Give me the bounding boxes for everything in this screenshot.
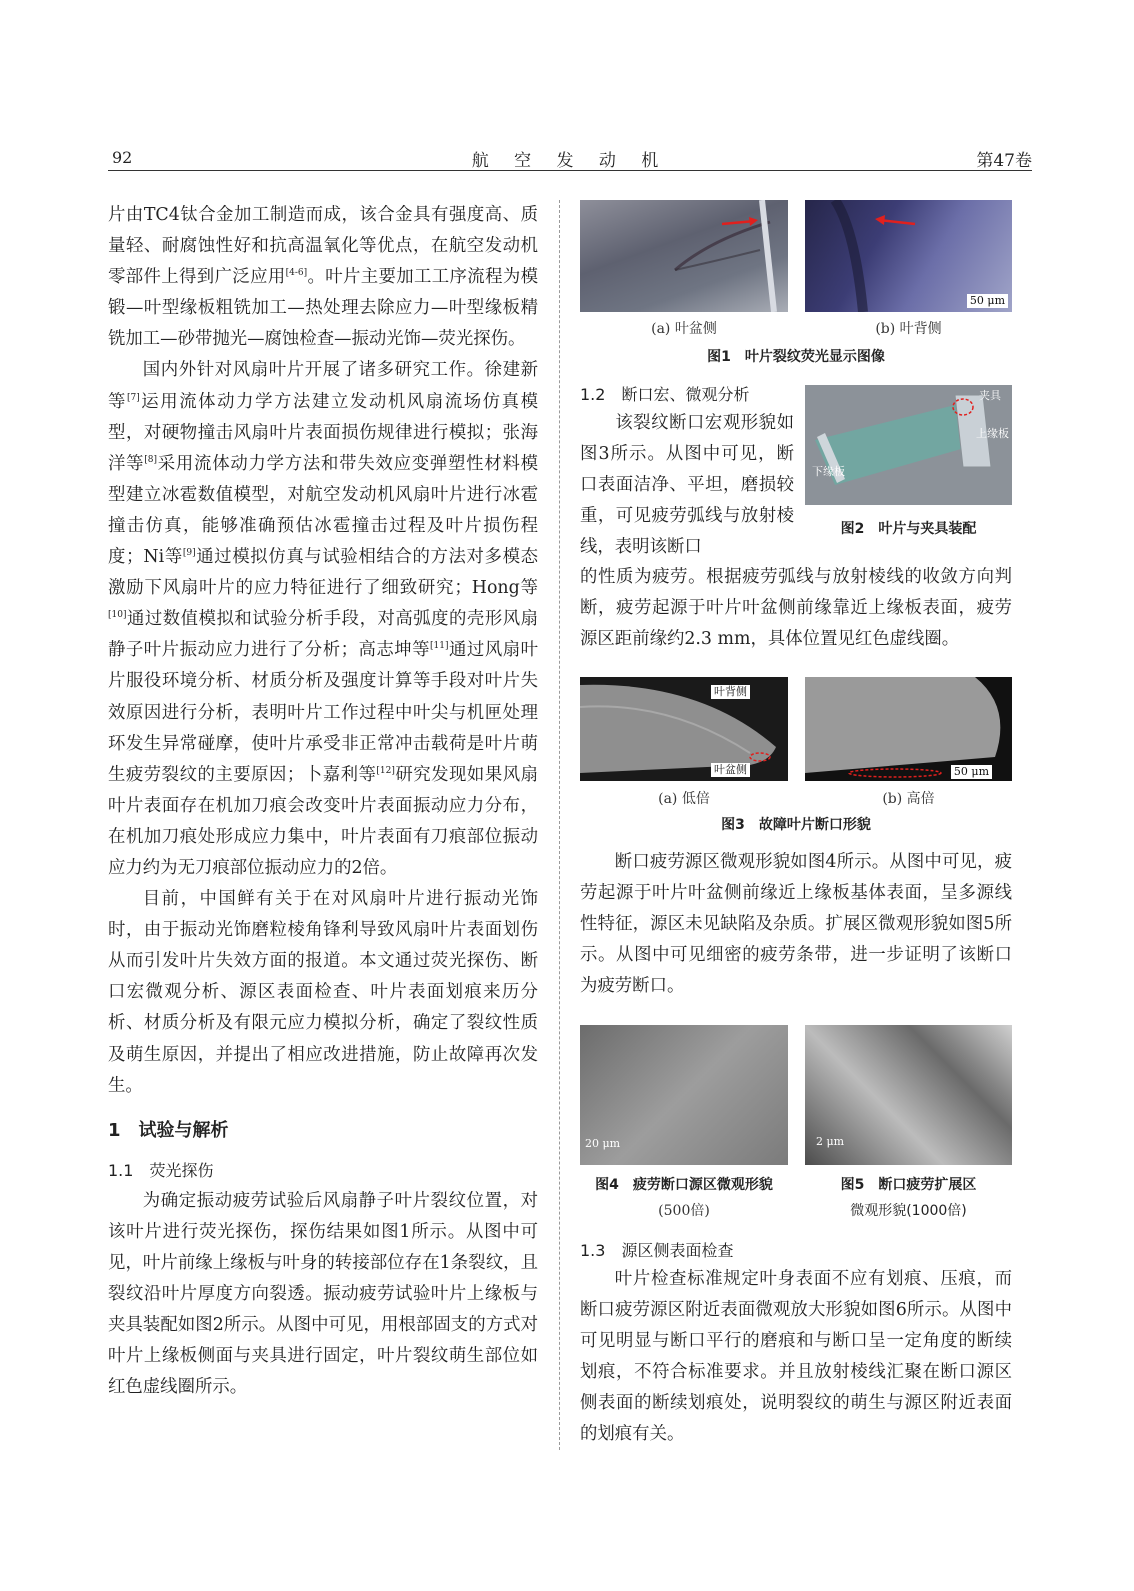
figure-1a-image [580, 200, 788, 312]
scale-bar-label: 50 μm [967, 294, 1008, 308]
left-column [108, 200, 538, 1403]
figure-caption-sub: (500倍) [658, 1203, 710, 1219]
subsection-heading: 1.1 荧光探伤 [108, 1160, 214, 1180]
label-upper-platform: 上缘板 [976, 427, 1009, 440]
label-lower-platform: 下缘板 [812, 465, 845, 478]
citation: [12] [376, 765, 395, 776]
paragraph: 的性质为疲劳。根据疲劳弧线与放射棱线的收敛方向判断，疲劳起源于叶片叶盆侧前缘靠近上缘板表面，疲劳源区距前缘约2.3 mm，具体位置见红色虚线圈。 [580, 567, 1012, 650]
subfigure-label: (a) 低倍 [658, 791, 710, 807]
figure-caption: 图2 叶片与夹具装配 [840, 521, 977, 537]
figure-1b-image [805, 200, 1012, 312]
figure-5-image [805, 1025, 1012, 1165]
figure-2-image [805, 385, 1012, 505]
citation: [9] [182, 548, 196, 559]
scale-bar-label: 20 μm [585, 1137, 621, 1150]
figure-caption: 图5 断口疲劳扩展区 [840, 1177, 977, 1193]
section-heading: 1 试验与解析 [108, 1119, 229, 1141]
paragraph: 断口疲劳源区微观形貌如图4所示。从图中可见，疲劳起源于叶片叶盆侧前缘近上缘板基体表面，呈多源线性特征，源区未见缺陷及杂质。扩展区微观形貌如图5所示。从图中可见细密的疲劳条带，进一步证明了该断口为疲劳断口。 [580, 852, 1012, 997]
subfigure-label: (a) 叶盆侧 [651, 321, 717, 337]
scale-bar-label: 50 μm [951, 765, 992, 779]
figure-caption: 图4 疲劳断口源区微观形貌 [595, 1177, 773, 1193]
scale-bar-label: 2 μm [816, 1135, 845, 1148]
paragraph: 目前，中国鲜有关于在对风扇叶片进行振动光饰时，由于振动光饰磨粒棱角锋利导致风扇叶片表面划伤从而引发叶片失效方面的报道。本文通过荧光探伤、断口宏微观分析、源区表面检查、叶片表面划痕来历分析、材质分析及有限元应力模拟分析，确定了裂纹性质及萌生原因，并提出了相应改进措施，防止故障再次发生。 [108, 889, 538, 1096]
figure-caption: 图3 故障叶片断口形貌 [721, 817, 871, 833]
citation: [8] [144, 454, 158, 465]
figure-3b-image [805, 677, 1012, 781]
figure-3a-image [580, 677, 788, 781]
citation: [10] [108, 610, 127, 621]
citation: [11] [430, 641, 449, 652]
subsection-heading: 1.2 断口宏、微观分析 [580, 385, 750, 404]
paragraph: 国内外针对风扇叶片开展了诸多研究工作。徐建新等[7]运用流体动力学方法建立发动机风扇流场仿真模型，对硬物撞击风扇叶片表面损伤规律进行模拟；张海洋等[8]采用流体动力学方法和带失效应变弹塑性材料模型建立冰雹数值模型，对航空发动机风扇叶片进行冰雹撞击仿真，能够准确预估冰雹撞击过程及叶片损伤程度；Ni等[9]通过模拟仿真与试验相结合的方法对多模态激励下风扇叶片的应力特征进行了细致研究；Hong等[10]通过数值模拟和试验分析手段，对高弧度的壳形风扇静子叶片振动应力进行了分析；高志坤等[11]通过风扇叶片服役环境分析、材质分析及强度计算等手段对叶片失效原因进行分析，表明叶片工作过程中叶尖与机匣处理环发生异常碰摩，使叶片承受非正常冲击载荷是叶片萌生疲劳裂纹的主要原因；卜嘉利等[12]研究发现如果风扇叶片表面存在机加刀痕会改变叶片表面振动应力分布，在机加刀痕处形成应力集中，叶片表面有刀痕部位振动应力约为无刀痕部位振动应力的2倍。 [108, 360, 538, 878]
column-divider [559, 200, 560, 1450]
citation: [4-6] [285, 268, 308, 279]
paragraph: 叶片检查标准规定叶身表面不应有划痕、压痕，而断口疲劳源区附近表面微观放大形貌如图6所示。从图中可见明显与断口平行的磨痕和与断口呈一定角度的断续划痕，不符合标准要求。并且放射棱线汇聚在断口源区侧表面的断续划痕处，说明裂纹的萌生与源区附近表面的划痕有关。 [580, 1269, 1012, 1445]
label-back-side: 叶背侧 [711, 685, 750, 699]
label-basin-side: 叶盆侧 [711, 763, 750, 777]
journal-title: 航 空 发 动 机 [471, 151, 669, 171]
label-fixture: 夹具 [979, 389, 1001, 402]
volume-label: 第47卷 [976, 151, 1032, 171]
figure-caption-sub: 微观形貌(1000倍) [850, 1203, 967, 1219]
page-number: 92 [112, 148, 133, 167]
subsection-heading: 1.3 源区侧表面检查 [580, 1241, 734, 1260]
subfigure-label: (b) 叶背侧 [875, 321, 942, 337]
figure-4-image [580, 1025, 788, 1165]
paragraph: 片由TC4钛合金加工制造而成，该合金具有强度高、质量轻、耐腐蚀性好和抗高温氧化等优点，在航空发动机零部件上得到广泛应用[4-6]。叶片主要加工工序流程为模锻—叶型缘板粗铣加工—热处理去除应力—叶型缘板精铣加工—砂带抛光—腐蚀检查—振动光饰—荧光探伤。 [108, 205, 538, 350]
paragraph: 该裂纹断口宏观形貌如图3所示。从图中可见，断口表面洁净、平坦，磨损较重，可见疲劳弧线与放射棱线，表明该断口 [580, 413, 794, 558]
running-header [108, 142, 1032, 171]
paragraph: 为确定振动疲劳试验后风扇静子叶片裂纹位置，对该叶片进行荧光探伤，探伤结果如图1所示。从图中可见，叶片前缘上缘板与叶身的转接部位存在1条裂纹，且裂纹沿叶片厚度方向裂透。振动疲劳试验叶片上缘板与夹具装配如图2所示。从图中可见，用根部固支的方式对叶片上缘板侧面与夹具进行固定，叶片裂纹萌生部位如红色虚线圈所示。 [108, 1190, 538, 1398]
figure-caption: 图1 叶片裂纹荧光显示图像 [707, 349, 885, 365]
citation: [7] [126, 392, 140, 403]
subfigure-label: (b) 高倍 [882, 791, 935, 807]
